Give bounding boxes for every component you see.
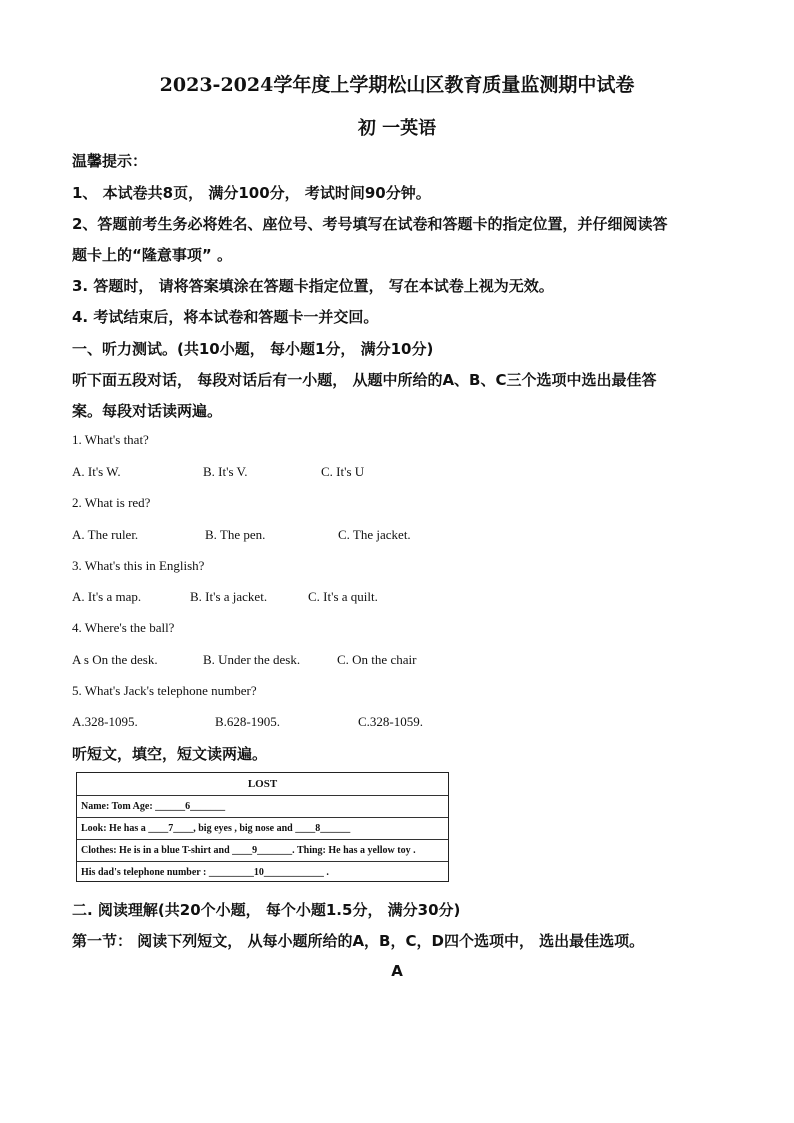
tip-2-line1: 2、答题前考生务必将姓名、座位号、考号填写在试卷和答题卡的指定位置，并仔细阅读答 — [72, 215, 668, 233]
q1-option-a: A. It's W. — [72, 464, 121, 479]
section2-part1-instruction: 第一节： 阅读下列短文， 从每小题所给的A，B，C，D四个选项中， 选出最佳选项。 — [72, 932, 645, 950]
section1-instruction-line1: 听下面五段对话， 每段对话后有一小题， 从题中所给的A、B、C三个选项中选出最佳答 — [72, 371, 657, 389]
q3-option-a: A. It's a map. — [72, 589, 142, 604]
q3-option-b: B. It's a jacket. — [190, 589, 268, 604]
section1-heading: 一、听力测试。(共10小题， 每小题1分， 满分10分) — [72, 340, 434, 358]
tip-2-line2: 题卡上的“隆意事项” 。 — [72, 246, 232, 264]
q3-option-c: C. It's a quilt. — [308, 589, 378, 604]
q2-option-b: B. The pen. — [205, 527, 266, 542]
exam-subtitle: 初 一英语 — [357, 118, 437, 139]
question-4: 4. Where's the ball? — [72, 620, 175, 635]
q2-option-c: C. The jacket. — [338, 527, 411, 542]
q4-option-c: C. On the chair — [337, 652, 417, 667]
listen-passage-instruction: 听短文，填空，短文读两遍。 — [72, 745, 268, 763]
section1-instruction-line2: 案。每段对话读两遍。 — [72, 402, 223, 420]
question-1: 1. What's that? — [72, 432, 149, 447]
tip-3: 3. 答题时， 请将答案填涂在答题卡指定位置， 写在本试卷上视为无效。 — [72, 277, 554, 295]
lost-row-name-age: Name: Tom Age: ______6_______ — [77, 795, 448, 817]
question-5: 5. What's Jack's telephone number? — [72, 683, 257, 698]
lost-row-look: Look: He has a ____7____, big eyes , big nose and ____8______ — [77, 817, 448, 839]
q2-option-a: A. The ruler. — [72, 527, 139, 542]
lost-row-telephone: His dad's telephone number : _________10____________ . — [77, 861, 448, 882]
question-3: 3. What's this in English? — [72, 558, 205, 573]
tip-4: 4. 考试结束后，将本试卷和答题卡一并交回。 — [72, 308, 379, 326]
q5-option-a: A.328-1095. — [72, 714, 138, 729]
passage-label: A — [391, 962, 403, 980]
tip-1: 1、 本试卷共8页， 满分100分， 考试时间90分钟。 — [72, 184, 431, 202]
q1-option-b: B. It's V. — [203, 464, 248, 479]
tips-heading: 温馨提示： — [72, 152, 148, 170]
q4-option-a: A s On the desk. — [72, 652, 158, 667]
q5-option-b: B.628-1905. — [215, 714, 280, 729]
lost-notice-table — [76, 772, 449, 882]
q4-option-b: B. Under the desk. — [203, 652, 301, 667]
question-2: 2. What is red? — [72, 495, 151, 510]
lost-row-clothes: Clothes: He is in a blue T-shirt and ____9_______. Thing: He has a yellow toy . — [77, 839, 448, 861]
lost-title: LOST — [247, 778, 278, 790]
q5-option-c: C.328-1059. — [358, 714, 423, 729]
q1-option-c: C. It's U — [321, 464, 365, 479]
section2-heading: 二. 阅读理解(共20个小题， 每个小题1.5分， 满分30分) — [72, 901, 461, 919]
exam-title: 2023-2024学年度上学期松山区教育质量监测期中试卷 — [159, 74, 635, 96]
